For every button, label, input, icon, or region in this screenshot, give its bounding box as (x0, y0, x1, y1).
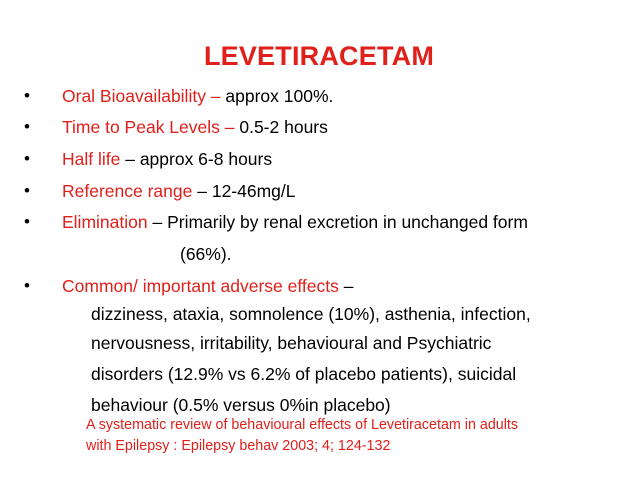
adverse-effects-line: nervousness, irritability, behavioural and Psychiatric (91, 333, 492, 353)
bullet-label: Reference range (62, 181, 193, 201)
bullet-text: – 12-46mg/L (192, 181, 296, 201)
reference-citation-line: with Epilepsy : Epilepsy behav 2003; 4; 124-132 (86, 438, 391, 454)
bullet-label: Common/ important adverse effects (62, 276, 339, 296)
bullet-label: Half life (62, 149, 121, 169)
bullet-text: – Primarily by renal excretion in unchanged form (147, 212, 528, 232)
bullet-text: – approx 6-8 hours (120, 149, 273, 169)
bullet-label: Oral Bioavailability – (62, 86, 226, 106)
bullet-label: Elimination (62, 212, 148, 232)
adverse-effects-line: disorders (12.9% vs 6.2% of placebo patients), suicidal (91, 364, 517, 384)
bullet-half-life (62, 148, 272, 170)
bullet-adverse-effects (62, 275, 354, 297)
bullet-reference-range (62, 180, 296, 202)
bullet-time-to-peak (62, 116, 328, 138)
reference-citation-line: A systematic review of behavioural effects of Levetiracetam in adults (86, 417, 519, 433)
adverse-effects-line: behaviour (0.5% versus 0%in placebo) (91, 395, 391, 415)
bullet-elimination (62, 211, 528, 233)
slide-title: LEVETIRACETAM (203, 41, 435, 71)
bullet-glyph: • (24, 149, 30, 168)
bullet-text: approx 100%. (225, 86, 334, 106)
elimination-continuation: (66%). (180, 244, 232, 264)
bullet-glyph: • (24, 181, 30, 200)
adverse-effects-line: dizziness, ataxia, somnolence (10%), asthenia, infection, (91, 304, 531, 324)
bullet-glyph: • (24, 276, 30, 295)
bullet-label: Time to Peak Levels – (62, 117, 240, 137)
bullet-text: 0.5-2 hours (239, 117, 328, 137)
bullet-oral-bioavailability (62, 85, 333, 107)
bullet-glyph: • (24, 117, 30, 136)
bullet-text: – (338, 276, 354, 296)
bullet-glyph: • (24, 86, 30, 105)
bullet-glyph: • (24, 212, 30, 231)
